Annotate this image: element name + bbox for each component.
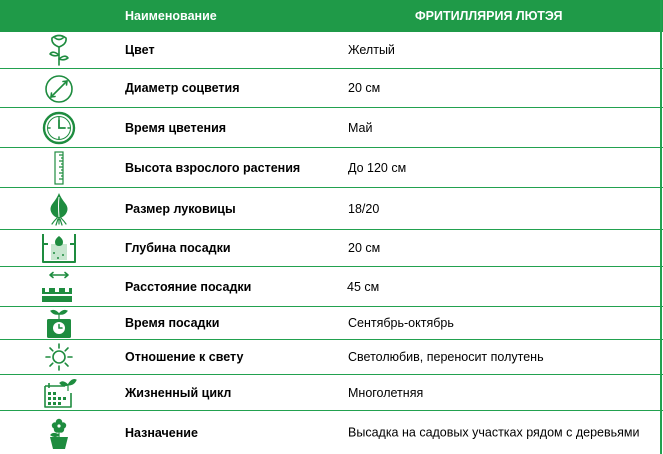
- table-row: [0, 340, 663, 375]
- table-right-border: [660, 0, 662, 454]
- row-label: Время цветения: [125, 120, 227, 135]
- sun-icon: [32, 340, 86, 374]
- row-label: Отношение к свету: [125, 350, 244, 364]
- table-row: [0, 307, 663, 340]
- row-value: Желтый: [348, 43, 395, 57]
- table-row: [0, 230, 663, 267]
- ruler-icon: [32, 151, 86, 185]
- row-label: Высота взрослого растения: [125, 160, 301, 175]
- row-value: Май: [348, 120, 373, 135]
- planting-time-icon: [32, 306, 86, 340]
- flower-pot-icon: [32, 416, 86, 450]
- row-label: Цвет: [125, 43, 155, 57]
- planting-depth-icon: [32, 231, 86, 265]
- table-row: [0, 267, 663, 307]
- row-label: Размер луковицы: [125, 201, 236, 216]
- calendar-sprout-icon: [32, 376, 86, 410]
- row-value: Высадка на садовых участках рядом с деревьями: [348, 425, 640, 439]
- row-value: 20 см: [348, 81, 381, 95]
- header-product-title: ФРИТИЛЛЯРИЯ ЛЮТЭЯ: [415, 9, 563, 23]
- row-value: До 120 см: [348, 160, 407, 175]
- table-row: [0, 375, 663, 411]
- table-row: [0, 411, 663, 454]
- row-label: Диаметр соцветия: [125, 81, 240, 95]
- rose-icon: [32, 33, 86, 67]
- row-label: Время посадки: [125, 316, 220, 330]
- planting-spacing-icon: [32, 270, 86, 304]
- row-value: 45 см: [347, 279, 380, 294]
- row-value: 20 см: [348, 241, 381, 255]
- table-row: [0, 188, 663, 230]
- header-name-column: Наименование: [125, 9, 217, 23]
- row-value: Сентябрь-октябрь: [348, 316, 454, 330]
- row-value: Многолетняя: [348, 385, 424, 400]
- bulb-icon: [32, 192, 86, 226]
- row-label: Жизненный цикл: [125, 385, 232, 400]
- clock-icon: [32, 111, 86, 145]
- table-row: [0, 69, 663, 108]
- row-label: Глубина посадки: [125, 241, 231, 255]
- table-row: [0, 148, 663, 188]
- row-value: Светолюбив, переносит полутень: [348, 350, 544, 364]
- table-header: [0, 0, 663, 32]
- table-row: [0, 108, 663, 148]
- table-row: [0, 32, 663, 69]
- diameter-icon: [32, 71, 86, 105]
- row-label: Назначение: [125, 425, 198, 440]
- row-label: Расстояние посадки: [125, 279, 252, 294]
- row-value: 18/20: [348, 201, 380, 216]
